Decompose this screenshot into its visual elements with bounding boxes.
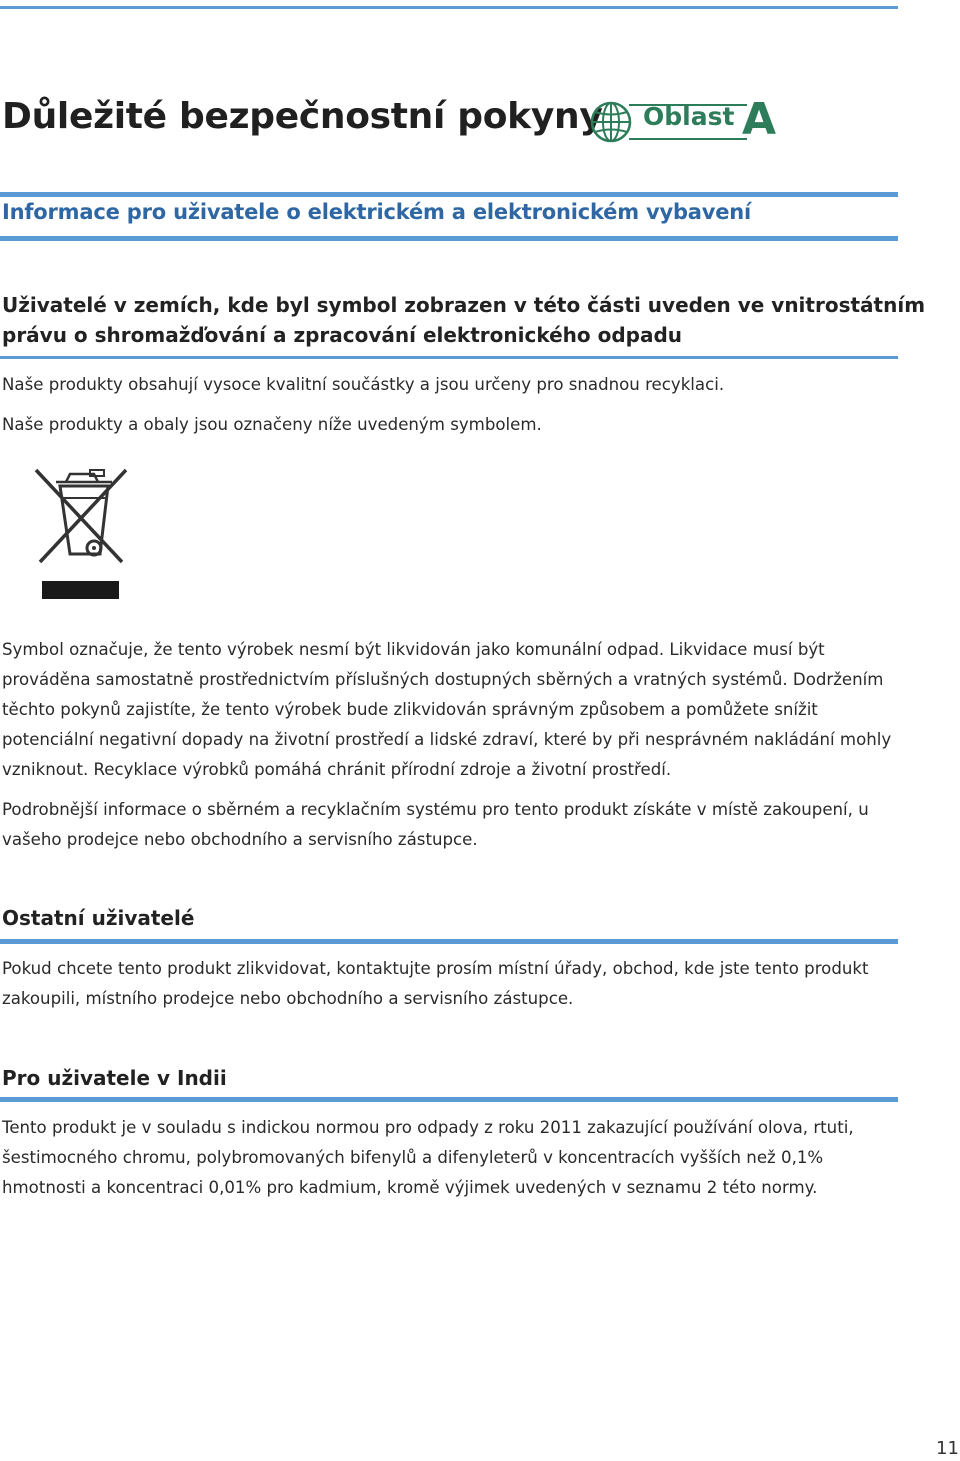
paragraph: Naše produkty a obaly jsou označeny níže uvedeným symbolem. — [2, 415, 542, 434]
crossed-out-wheelie-bin-icon — [30, 464, 134, 602]
region-badge-label: Oblast — [643, 102, 735, 131]
paragraph: Symbol označuje, že tento výrobek nesmí být likvidován jako komunální odpad. Likvidace musí být prováděna samostatně prostřednictvím příslušných dostupných sběrných a vratných systémů. Dodržením těchto pokynů zajistíte, že tento výrobek bude zlikvidován správným způsobem a pomůžete snížit potenciální negativní dopady na životní prostředí a lidské zdraví, které by při nesprávném nakládání mohly vzniknout. Recyklace výrobků pomáhá chránit přírodní zdroje a životní prostředí. — [2, 640, 892, 779]
subheading-rule — [0, 939, 898, 944]
subheading-india: Pro uživatele v Indii — [2, 1066, 227, 1090]
paragraph: Naše produkty obsahují vysoce kvalitní součástky a jsou určeny pro snadnou recyklaci. — [2, 375, 725, 394]
subheading-line: právu o shromažďování a zpracování elektronického odpadu — [2, 323, 683, 347]
top-divider — [0, 6, 898, 9]
paragraph: Podrobnější informace o sběrném a recyklačním systému pro tento produkt získáte v místě zakoupení, u vašeho prodejce nebo obchodního a servisního zástupce. — [2, 800, 869, 849]
subheading-rule — [0, 356, 898, 359]
section-rule — [0, 236, 898, 241]
paragraph: Pokud chcete tento produkt zlikvidovat, kontaktujte prosím místní úřady, obchod, kde jste tento produkt zakoupili, místního prodejce nebo obchodního a servisního zástupce. — [2, 959, 869, 1008]
section-heading: Informace pro uživatele o elektrickém a elektronickém vybavení — [2, 200, 752, 224]
subheading-line: Uživatelé v zemích, kde byl symbol zobrazen v této části uveden ve vnitrostátním — [2, 293, 926, 317]
page-title: Důležité bezpečnostní pokyny — [2, 96, 603, 137]
region-badge-letter: A — [742, 94, 777, 145]
page-number: 11 — [936, 1438, 959, 1459]
paragraph: Tento produkt je v souladu s indickou normou pro odpady z roku 2011 zakazující používání olova, rtuti, šestimocného chromu, polybromovaných bifenylů a difenyleterů v koncentracích vyšších než 0,1% hmotnosti a koncentraci 0,01% pro kadmium, kromě výjimek uvedených v seznamu 2 této normy. — [2, 1118, 854, 1197]
region-badge — [585, 94, 781, 145]
subheading-other-users: Ostatní uživatelé — [2, 906, 195, 930]
section-rule — [0, 192, 898, 197]
subheading-rule — [0, 1097, 898, 1102]
